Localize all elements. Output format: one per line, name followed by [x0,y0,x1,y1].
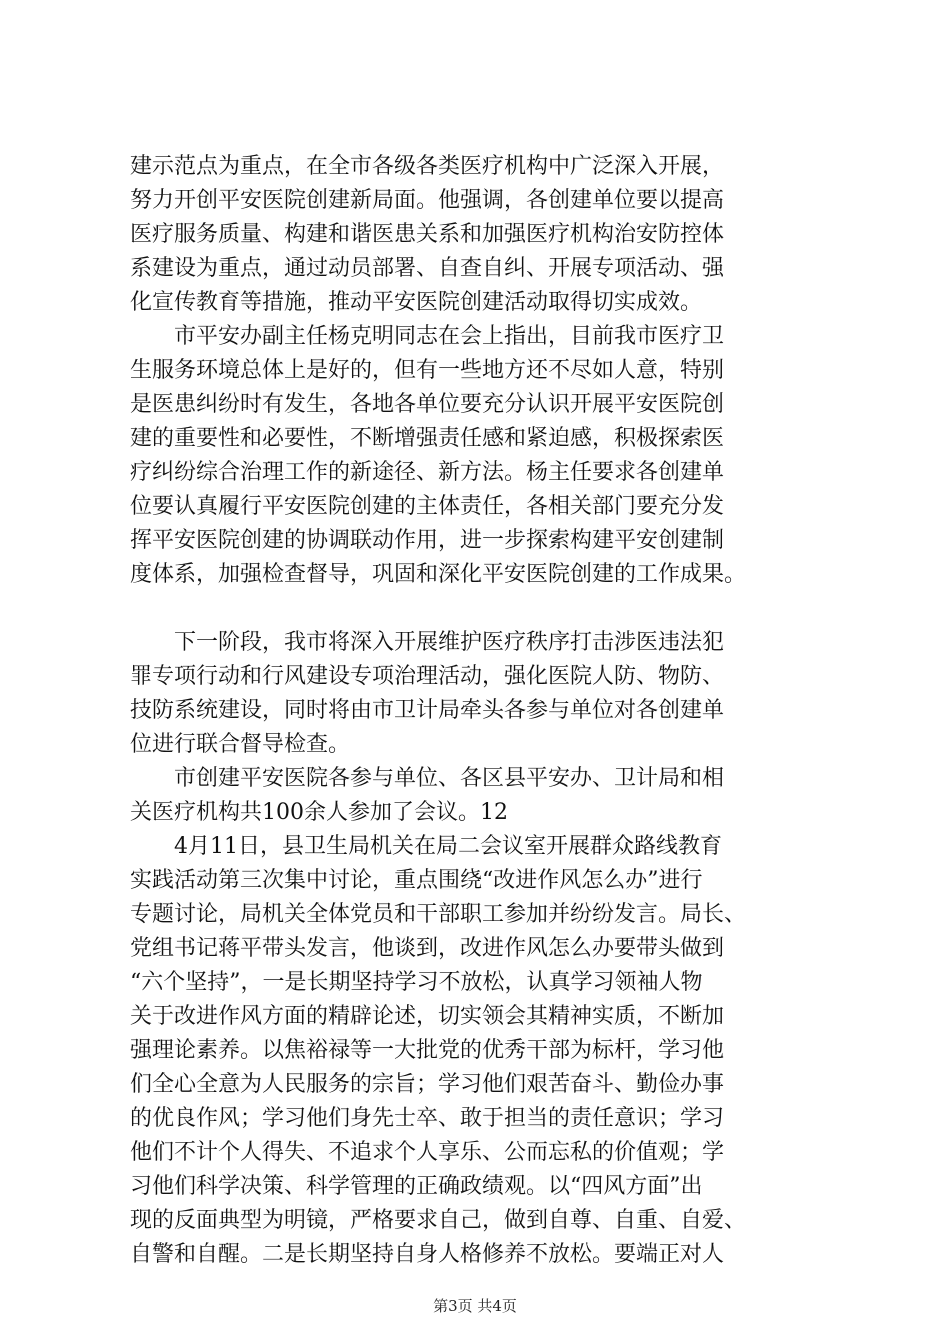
text-line: 的优良作风；学习他们身先士卒、敢于担当的责任意识；学习 [130,1106,725,1131]
text-line: 技防系统建设，同时将由市卫计局牵头各参与单位对各创建单 [130,698,725,723]
text-line: 度体系，加强检查督导，巩固和深化平安医院创建的工作成果。 [130,562,747,587]
text-line: 专题讨论，局机关全体党员和干部职工参加并纷纷发言。局长、 [130,902,747,927]
text-line: 党组书记蒋平带头发言，他谈到，改进作风怎么办要带头做到 [130,936,725,961]
text-line: 关医疗机构共100余人参加了会议。12 [130,800,508,825]
text-line: 医疗服务质量、构建和谐医患关系和加强医疗机构治安防控体 [130,222,725,247]
text-line: 下一阶段，我市将深入开展维护医疗秩序打击涉医违法犯 [130,630,725,655]
page-footer: 第3页 共4页 [433,1297,517,1315]
document-body [130,150,830,1272]
text-line: 罪专项行动和行风建设专项治理活动，强化医院人防、物防、 [130,664,725,689]
text-line: 们全心全意为人民服务的宗旨；学习他们艰苦奋斗、勤俭办事 [130,1072,725,1097]
text-line: 努力开创平安医院创建新局面。他强调，各创建单位要以提高 [130,188,725,213]
text-line: 关于改进作风方面的精辟论述，切实领会其精神实质，不断加 [130,1004,725,1029]
text-line: 实践活动第三次集中讨论，重点围绕“改进作风怎么办”进行 [130,868,703,893]
text-line: 市创建平安医院各参与单位、各区县平安办、卫计局和相 [130,766,725,791]
text-line: 位进行联合督导检查。 [130,732,351,757]
text-line: 现的反面典型为明镜，严格要求自己，做到自尊、自重、自爱、 [130,1208,747,1233]
text-line: 挥平安医院创建的协调联动作用，进一步探索构建平安创建制 [130,528,725,553]
text-line: 化宣传教育等措施，推动平安医院创建活动取得切实成效。 [130,290,703,315]
text-line: 市平安办副主任杨克明同志在会上指出，目前我市医疗卫 [130,324,725,349]
text-line: 位要认真履行平安医院创建的主体责任，各相关部门要充分发 [130,494,725,519]
text-line: 生服务环境总体上是好的，但有一些地方还不尽如人意，特别 [130,358,725,383]
text-line: 4月11日，县卫生局机关在局二会议室开展群众路线教育 [130,834,722,859]
text-line: 建示范点为重点，在全市各级各类医疗机构中广泛深入开展， [130,154,725,179]
paragraph-gap [130,592,830,626]
text-line: 系建设为重点，通过动员部署、自查自纠、开展专项活动、强 [130,256,725,281]
text-line: “六个坚持”，一是长期坚持学习不放松，认真学习领袖人物 [130,970,703,995]
text-line: 自警和自醒。二是长期坚持自身人格修养不放松。要端正对人 [130,1242,725,1267]
text-line: 习他们科学决策、科学管理的正确政绩观。以“四风方面”出 [130,1174,703,1199]
text-line: 强理论素养。以焦裕禄等一大批党的优秀干部为标杆，学习他 [130,1038,725,1063]
text-line: 是医患纠纷时有发生，各地各单位要充分认识开展平安医院创 [130,392,725,417]
text-line: 他们不计个人得失、不追求个人享乐、公而忘私的价值观；学 [130,1140,725,1165]
text-line: 疗纠纷综合治理工作的新途径、新方法。杨主任要求各创建单 [130,460,725,485]
text-line: 建的重要性和必要性，不断增强责任感和紧迫感，积极探索医 [130,426,725,451]
